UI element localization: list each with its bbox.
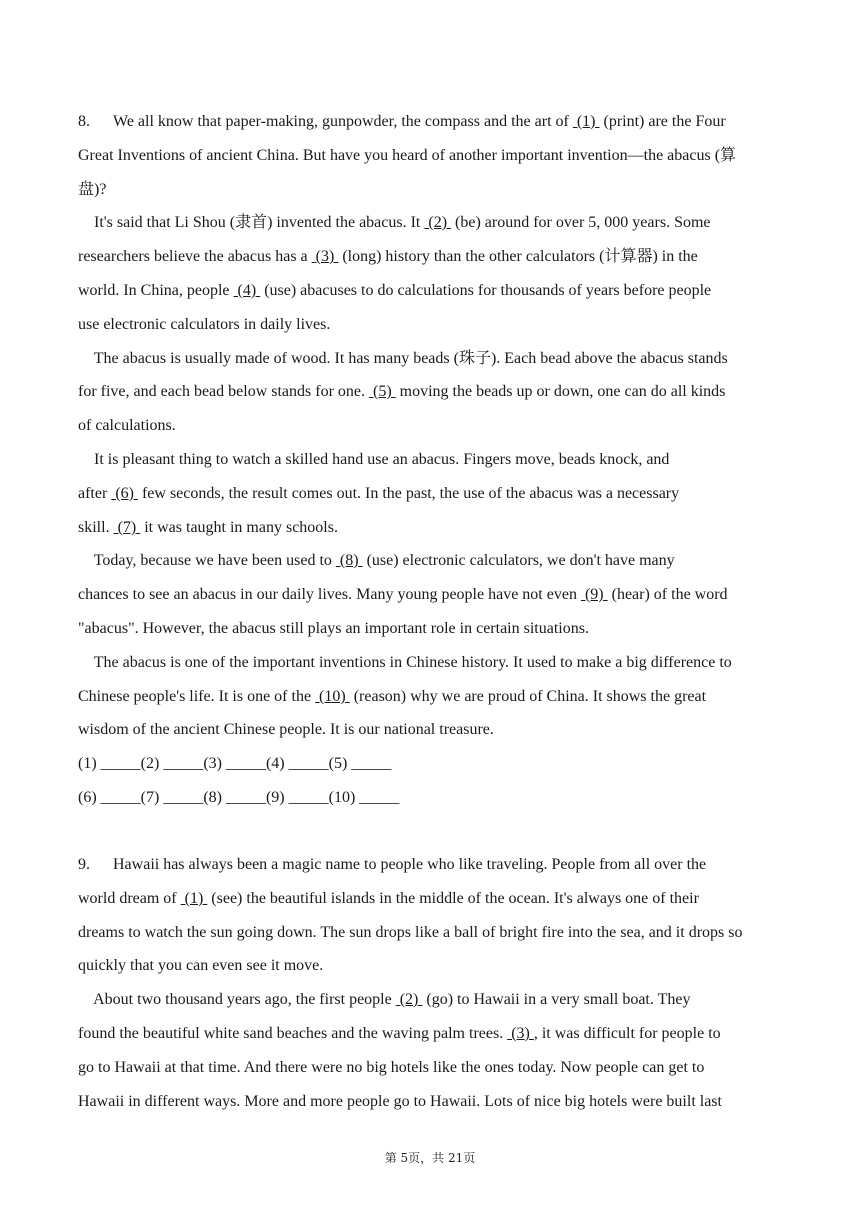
question-number: 8. <box>78 113 90 130</box>
line-text: for five, and each bead below stands for one. <box>78 383 369 400</box>
line-text: few seconds, the result comes out. In the past, the use of the abacus was a necessary <box>137 485 680 502</box>
answer-blank: (8) <box>335 552 363 569</box>
line-text: world. In China, people <box>78 282 234 299</box>
text-line <box>78 213 788 233</box>
text-line <box>78 315 788 335</box>
text-line <box>78 788 788 808</box>
line-text: (be) around for over 5, 000 years. Some <box>451 214 711 231</box>
text-line <box>78 281 788 301</box>
line-text: We all know that paper-making, gunpowder, the compass and the art of <box>113 113 573 130</box>
text-line <box>78 687 788 707</box>
text-line <box>78 923 788 943</box>
text-line <box>78 1058 788 1078</box>
line-text: skill. <box>78 519 114 536</box>
line-text: Today, because we have been used to <box>78 552 336 569</box>
line-text: Chinese people's life. It is one of the <box>78 688 316 705</box>
line-text: go to Hawaii at that time. And there were no big hotels like the ones today. Now people can get to <box>78 1059 705 1076</box>
text-line <box>78 247 788 267</box>
text-line <box>78 990 788 1010</box>
answer-blank: (4) <box>233 282 261 299</box>
text-line <box>78 146 788 166</box>
line-text: (print) are the Four <box>599 113 726 130</box>
line-text: after <box>78 485 112 502</box>
page-footer: 第 5页，共 21页 <box>384 1151 476 1165</box>
text-line <box>78 416 788 436</box>
line-text: of calculations. <box>78 417 176 434</box>
answer-blank: (7) <box>113 519 141 536</box>
question-number: 9. <box>78 856 90 873</box>
text-line <box>78 112 788 132</box>
text-line <box>78 1024 788 1044</box>
answer-blank: (9) <box>580 586 608 603</box>
line-text: researchers believe the abacus has a <box>78 248 312 265</box>
line-text: About two thousand years ago, the first people <box>78 991 396 1008</box>
answer-blank: (3) <box>311 248 339 265</box>
text-line <box>78 518 788 538</box>
line-text: (6) _____(7) _____(8) _____(9) _____(10) _____ <box>78 789 400 806</box>
text-line <box>78 585 788 605</box>
line-text: Hawaii has always been a magic name to people who like traveling. People from all over the <box>113 856 707 873</box>
line-text: (use) electronic calculators, we don't have many <box>362 552 675 569</box>
text-line <box>78 889 788 909</box>
line-text: it was taught in many schools. <box>140 519 338 536</box>
answer-blank: (1) <box>180 890 208 907</box>
line-text: moving the beads up or down, one can do all kinds <box>395 383 726 400</box>
line-text: , it was difficult for people to <box>533 1025 721 1042</box>
answer-blank: (6) <box>111 485 138 502</box>
text-line <box>78 180 788 200</box>
answer-blank: (2) <box>395 991 423 1008</box>
line-text: (see) the beautiful islands in the middle of the ocean. It's always one of their <box>207 890 699 907</box>
line-text: dreams to watch the sun going down. The sun drops like a ball of bright fire into the sea, and it drops so <box>78 924 743 941</box>
line-text: world dream of <box>78 890 181 907</box>
line-text: (1) _____(2) _____(3) _____(4) _____(5) _____ <box>78 755 392 772</box>
text-line <box>78 653 788 673</box>
text-line <box>78 450 788 470</box>
line-text: 盘)? <box>78 181 107 198</box>
text-line <box>78 551 788 571</box>
line-text: Great Inventions of ancient China. But have you heard of another important invention—the abacus (算 <box>78 147 737 164</box>
line-text: The abacus is one of the important inventions in Chinese history. It used to make a big difference to <box>78 654 732 671</box>
line-text: The abacus is usually made of wood. It has many beads (珠子). Each bead above the abacus stands <box>78 350 728 367</box>
line-text: found the beautiful white sand beaches and the waving palm trees. <box>78 1025 508 1042</box>
line-text: It's said that Li Shou (隶首) invented the abacus. It <box>78 214 425 231</box>
text-line <box>78 484 788 504</box>
line-text: chances to see an abacus in our daily lives. Many young people have not even <box>78 586 581 603</box>
line-text: (use) abacuses to do calculations for thousands of years before people <box>260 282 712 299</box>
answer-blank: (1) <box>572 113 600 130</box>
line-text: (go) to Hawaii in a very small boat. They <box>422 991 691 1008</box>
text-line <box>78 754 788 774</box>
line-text: It is pleasant thing to watch a skilled hand use an abacus. Fingers move, beads knock, and <box>78 451 670 468</box>
line-text: wisdom of the ancient Chinese people. It is our national treasure. <box>78 721 494 738</box>
line-text: (long) history than the other calculators (计算器) in the <box>338 248 698 265</box>
answer-blank: (2) <box>424 214 452 231</box>
text-line <box>78 956 788 976</box>
text-line <box>78 720 788 740</box>
answer-blank: (10) <box>315 688 350 705</box>
answer-blank: (5) <box>369 383 396 400</box>
answer-blank: (3) <box>507 1025 534 1042</box>
text-line <box>78 1092 788 1112</box>
text-line <box>78 382 788 402</box>
line-text: (reason) why we are proud of China. It shows the great <box>349 688 707 705</box>
line-text: "abacus". However, the abacus still plays an important role in certain situations. <box>78 620 589 637</box>
line-text: use electronic calculators in daily lives. <box>78 316 331 333</box>
line-text: Hawaii in different ways. More and more people go to Hawaii. Lots of nice big hotels were built last <box>78 1093 722 1110</box>
text-line <box>78 349 788 369</box>
text-line <box>78 619 788 639</box>
line-text: quickly that you can even see it move. <box>78 957 324 974</box>
line-text: (hear) of the word <box>607 586 728 603</box>
text-line <box>78 855 788 875</box>
